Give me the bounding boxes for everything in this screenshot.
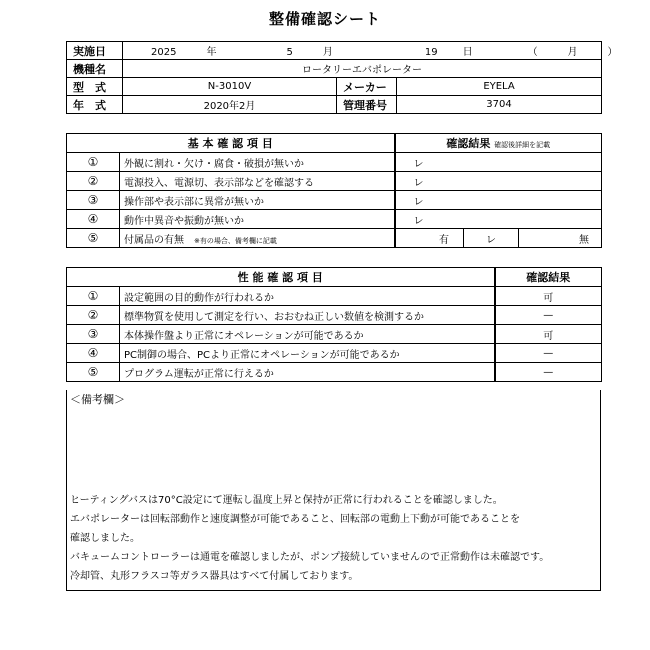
table-row: ④ PC制御の場合、PCより正常にオペレーションが可能であるか — (67, 344, 602, 363)
check-mark: レ (395, 172, 602, 191)
accessory-check: レ (464, 229, 519, 248)
table-row: ④ 動作中異音や振動が無いか レ (67, 210, 602, 229)
remarks-box (66, 390, 601, 591)
perf-item-text: プログラム運転が正常に行えるか (120, 363, 495, 382)
day-unit: 日 (462, 47, 473, 58)
date-month: 5 (286, 47, 293, 58)
model-row (67, 60, 602, 78)
perf-result: — (495, 344, 602, 363)
table-row: ② 電源投入、電源切、表示部などを確認する レ (67, 172, 602, 191)
perf-item-text: 設定範囲の目的動作が行われるか (120, 287, 495, 306)
basic-header-row (67, 134, 602, 153)
equipment-info-table (66, 41, 618, 114)
perf-item-text: 本体操作盤より正常にオペレーションが可能であるか (120, 325, 495, 344)
remarks-text (70, 491, 549, 586)
date-year: 2025 (151, 47, 177, 58)
check-item-text: 動作中異音や振動が無いか (120, 210, 395, 229)
maker-label: メーカー (337, 78, 397, 96)
remarks-line: 冷却管、丸形フラスコ等ガラス器具はすべて付属しております。 (70, 571, 359, 582)
basic-check-table (66, 133, 602, 248)
remarks-line: ヒーティングバスは70°C設定にて運転し温度上昇と保持が正常に行われることを確認しました。 (70, 495, 503, 506)
table-row: ⑤ 付属品の有無 ※有の場合、備考欄に記載 有 レ 無 (67, 229, 602, 248)
remarks-line: バキュームコントローラーは通電を確認しましたが、ポンプ接続していませんので正常動作は未確認です。 (70, 552, 550, 563)
date-label: 実施日 (67, 42, 123, 60)
performance-check-table (66, 267, 602, 382)
date-value (123, 42, 618, 60)
date-day: 19 (424, 47, 438, 58)
table-row: ② 標準物質を使用して測定を行い、おおむね正しい数値を検測するか — (67, 306, 602, 325)
weekday: （ 月 ） (527, 47, 618, 58)
perf-header: 性 能 確 認 項 目 (67, 268, 495, 287)
type-row (67, 78, 602, 96)
check-item-text: 操作部や表示部に異常が無いか (120, 191, 395, 210)
perf-item-text: PC制御の場合、PCより正常にオペレーションが可能であるか (120, 344, 495, 363)
basic-result-header: 確認結果 確認後詳細を記載 (395, 134, 602, 153)
perf-result: 可 (495, 325, 602, 344)
year-label: 年 式 (67, 96, 123, 114)
date-row (67, 42, 602, 60)
remarks-line: 確認しました。 (70, 533, 140, 544)
check-mark: レ (395, 153, 602, 172)
table-row: ③ 本体操作盤より正常にオペレーションが可能であるか 可 (67, 325, 602, 344)
year-row (67, 96, 602, 114)
basic-result-note: 確認後詳細を記載 (494, 141, 551, 149)
remarks-line: エバポレーターは回転部動作と速度調整が可能であること、回転部の電動上下動が可能であることを (70, 514, 520, 525)
accessory-note: ※有の場合、備考欄に記載 (194, 236, 277, 245)
basic-header: 基 本 確 認 項 目 (67, 134, 395, 153)
perf-header-row (67, 268, 602, 287)
accessory-yes: 有 (395, 229, 464, 248)
type-value: N-3010V (123, 78, 337, 96)
month-unit: 月 (322, 47, 333, 58)
perf-result: 可 (495, 287, 602, 306)
perf-result: — (495, 363, 602, 382)
type-label: 型 式 (67, 78, 123, 96)
model-label: 機種名 (67, 60, 123, 78)
check-item-text: 電源投入、電源切、表示部などを確認する (120, 172, 395, 191)
perf-result: — (495, 306, 602, 325)
check-mark: レ (395, 191, 602, 210)
mgmt-value: 3704 (397, 96, 602, 114)
table-row: ③ 操作部や表示部に異常が無いか レ (67, 191, 602, 210)
page-title: 整備確認シート (268, 10, 381, 28)
check-mark: レ (395, 210, 602, 229)
maker-value: EYELA (397, 78, 602, 96)
year-unit: 年 (206, 47, 217, 58)
model-name: ロータリーエバポレーター (123, 60, 602, 78)
table-row: ① 設定範囲の目的動作が行われるか 可 (67, 287, 602, 306)
perf-item-text: 標準物質を使用して測定を行い、おおむね正しい数値を検測するか (120, 306, 495, 325)
mgmt-label: 管理番号 (337, 96, 397, 114)
remarks-label: ＜備考欄＞ (70, 393, 125, 406)
check-item-text: 付属品の有無 ※有の場合、備考欄に記載 (120, 229, 395, 248)
perf-result-header: 確認結果 (495, 268, 602, 287)
accessory-no: 無 (519, 229, 602, 248)
year-value: 2020年2月 (123, 96, 337, 114)
check-item-text: 外観に割れ・欠け・腐食・破損が無いか (120, 153, 395, 172)
table-row: ① 外観に割れ・欠け・腐食・破損が無いか レ (67, 153, 602, 172)
table-row: ⑤ プログラム運転が正常に行えるか — (67, 363, 602, 382)
